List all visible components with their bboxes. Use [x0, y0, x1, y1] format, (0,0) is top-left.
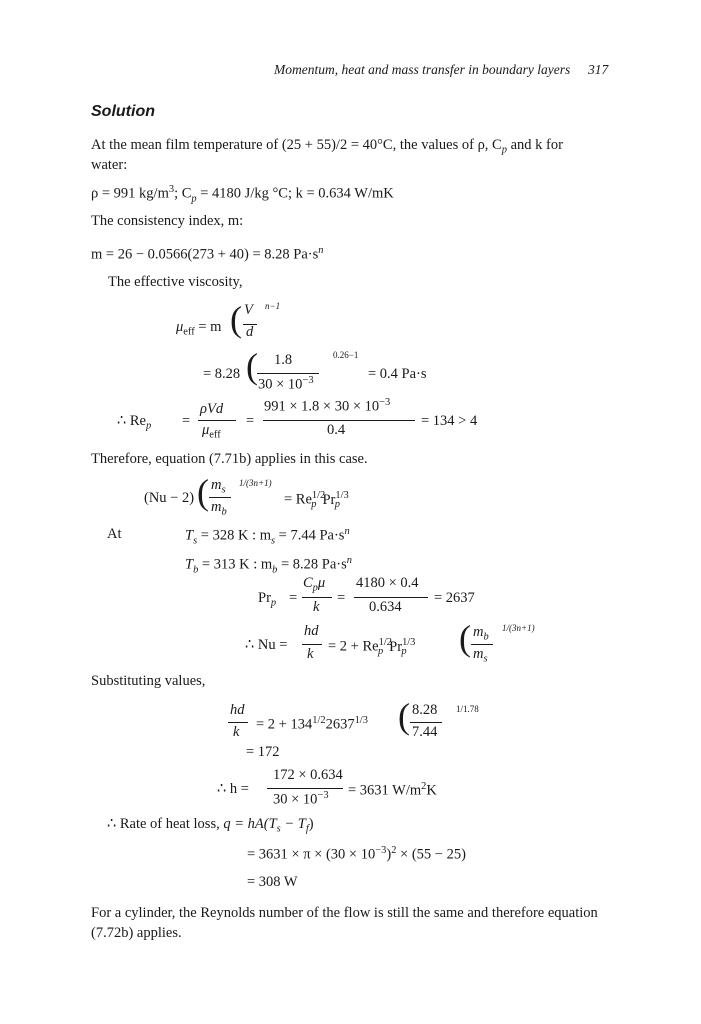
k-value: k = 0.634 W/mK	[295, 185, 394, 202]
correlation-exp: 1/(3n+1)	[239, 478, 272, 488]
consistency-equation	[91, 245, 323, 264]
prandtl-eq: =	[289, 590, 298, 606]
fraction-bar-2	[257, 373, 319, 374]
reynolds-re: ∴ Re	[117, 413, 146, 429]
nu-re-sub: p	[377, 646, 384, 658]
mu-eval-den-text: 30 × 10	[258, 376, 303, 393]
nu-re: = 2 + Re	[328, 638, 379, 655]
reynolds-den2: 0.4	[327, 422, 346, 438]
page-number: 317	[588, 62, 609, 77]
consistency-text: m = 26 − 0.0566(273 + 40) = 8.28 Pa·s	[91, 246, 319, 263]
prandtl-c: C	[303, 575, 313, 591]
rate-eval-text: = 3631 × π × (30 × 10	[247, 846, 376, 863]
ts-exp: n	[344, 526, 350, 537]
fraction-bar-11	[410, 722, 442, 723]
ts-sub: s	[193, 535, 198, 547]
consistency-exp: n	[318, 245, 324, 256]
corr-re-sup: 1/2	[311, 490, 326, 501]
mu-eval-lead: = 8.28	[203, 366, 241, 382]
open-paren-3: (	[197, 472, 209, 512]
corr-re: = Re	[284, 491, 312, 508]
nu-pr: Pr	[389, 638, 403, 655]
fraction-bar-4	[263, 420, 415, 421]
mu-eval-den-exp: −3	[302, 375, 314, 386]
prandtl-eq2: =	[337, 590, 346, 606]
fraction-bar-10	[228, 722, 248, 723]
correlation-rhs	[284, 490, 349, 511]
fraction-bar-7	[354, 597, 428, 598]
at-label: At	[107, 526, 122, 542]
mu-symbol: μ	[176, 319, 184, 335]
tb-val: = 8.28 Pa·s	[277, 556, 347, 573]
prandtl-num2: 4180 × 0.4	[356, 575, 419, 591]
reynolds-sub: p	[145, 420, 152, 432]
rate-result: = 308 W	[247, 874, 298, 890]
hd-result: = 172	[246, 744, 280, 760]
mu-eff-den: d	[246, 324, 254, 340]
h-lhs: ∴ h =	[217, 781, 249, 797]
closing-line-2: (7.72b) applies.	[91, 925, 182, 941]
mu-eff-eq: = m	[194, 319, 222, 335]
nu-re-sup: 1/2	[378, 637, 392, 648]
fraction-bar-6	[302, 597, 332, 598]
rate-q-end: )	[308, 816, 314, 832]
tb-sub: b	[193, 564, 199, 576]
hd-num: hd	[230, 702, 245, 718]
corr-pr: Pr	[322, 491, 336, 508]
reynolds-den-sub: eff	[209, 429, 221, 441]
cp-value: = 4180 J/kg °C;	[196, 185, 296, 202]
nu-pden	[473, 646, 488, 665]
rate-q: q = hA(T	[223, 816, 277, 832]
ts-line	[185, 526, 350, 546]
mu-eff-lhs	[176, 319, 221, 338]
intro-line-2: water:	[91, 157, 128, 173]
hd-den: k	[233, 724, 240, 740]
correlation-den	[211, 499, 227, 518]
open-paren-2: (	[246, 346, 258, 386]
rate-lead: ∴ Rate of heat loss,	[107, 816, 224, 832]
h-num: 172 × 0.634	[273, 767, 343, 783]
corr-re-sub: p	[311, 499, 317, 511]
effective-viscosity-label: The effective viscosity,	[108, 274, 243, 290]
nu-rhs	[328, 637, 416, 658]
fraction-bar-3	[198, 420, 236, 421]
nu-num: hd	[304, 623, 319, 639]
nu-pnum	[473, 624, 489, 643]
nu-pr-sub: p	[401, 646, 407, 658]
intro-cp-sub: p	[501, 144, 507, 156]
tb-exp: n	[346, 555, 352, 566]
reynolds-eq: =	[182, 413, 191, 429]
rate-eval-end: × (55 − 25)	[396, 846, 466, 863]
prandtl-c-sub: p	[312, 582, 318, 594]
prandtl-num1	[303, 575, 325, 594]
h-den-exp: −3	[317, 790, 329, 801]
rate-q-mid: − T	[280, 816, 306, 832]
closing-line-1: For a cylinder, the Reynolds number of the flow is still the same and therefore equation	[91, 905, 598, 921]
solution-heading: Solution	[91, 103, 155, 120]
hd-rhs	[256, 715, 368, 734]
mu-eval-den	[258, 375, 314, 394]
mu-eff-sub: eff	[183, 326, 195, 338]
h-result-text: = 3631 W/m	[348, 782, 422, 799]
therefore-line: Therefore, equation (7.71b) applies in this case.	[91, 451, 368, 467]
prandtl-den2: 0.634	[369, 599, 402, 615]
hd-exp: 1/1.78	[456, 704, 479, 714]
correlation-num	[211, 477, 226, 496]
nu-pnum-m: m	[473, 624, 484, 640]
correlation-lhs: (Nu − 2)	[144, 490, 195, 506]
rate-eval-exp2: 2	[391, 845, 397, 856]
h-result-end: K	[426, 782, 437, 799]
reynolds-den1	[202, 422, 221, 441]
nu-den: k	[307, 646, 314, 662]
prandtl-result: = 2637	[434, 590, 475, 606]
rho-exp: 3	[168, 184, 175, 195]
fraction-bar-9	[471, 644, 493, 645]
mu-eff-num: V	[244, 302, 253, 318]
corr-pr-sup: 1/3	[335, 490, 349, 501]
cp-sub: p	[191, 193, 197, 205]
reynolds-num2	[264, 397, 390, 416]
mu-eval-num: 1.8	[274, 352, 293, 368]
corr-den-m: m	[211, 499, 222, 515]
h-result-exp: 2	[421, 781, 427, 792]
h-den	[273, 790, 329, 809]
reynolds-den-mu: μ	[202, 422, 210, 438]
hd-rhs-mid: 2637	[325, 716, 355, 733]
mu-eff-exp: n−1	[265, 301, 281, 311]
rate-q-sub2: f	[305, 823, 309, 835]
nu-pr-sup: 1/3	[402, 637, 416, 648]
nu-exp: 1/(3n+1)	[502, 623, 535, 633]
consistency-label: The consistency index, m:	[91, 213, 244, 229]
ts-t: T	[185, 527, 194, 544]
prandtl-mu: μ	[317, 575, 326, 591]
open-paren: (	[230, 299, 242, 339]
mu-eval-result: = 0.4 Pa·s	[368, 366, 427, 382]
prandtl-sub: p	[270, 597, 277, 609]
nu-pnum-sub: b	[483, 631, 489, 643]
tb-m-sub: b	[272, 564, 278, 576]
properties-equation	[91, 184, 394, 204]
reynolds-num2-exp: −3	[379, 397, 391, 408]
rate-q-sub: s	[276, 823, 281, 835]
tb-line	[185, 555, 352, 575]
hd-pden: 7.44	[412, 724, 438, 740]
mu-eval-exp: 0.26−1	[333, 350, 359, 360]
running-title: Momentum, heat and mass transfer in boundary layers	[274, 62, 571, 77]
tb-rest: = 313 K : m	[198, 556, 273, 573]
fraction-bar-5	[209, 497, 231, 498]
intro-text-end: and k for	[506, 137, 563, 153]
corr-den-sub: b	[221, 506, 227, 518]
prandtl-den1: k	[313, 599, 320, 615]
nu-pden-m: m	[473, 646, 484, 662]
rate-line	[107, 816, 314, 835]
reynolds-lhs	[117, 413, 151, 432]
ts-m-sub: s	[270, 535, 276, 547]
rho-value: ρ = 991 kg/m	[91, 185, 169, 202]
reynolds-result: = 134 > 4	[421, 413, 478, 429]
intro-line-1	[91, 135, 563, 161]
corr-pr-sub: p	[334, 499, 340, 511]
intro-text: At the mean film temperature of (25 + 55)/2 = 40°C, the values of ρ, C	[91, 137, 502, 153]
corr-num-m: m	[211, 477, 222, 493]
nu-pden-sub: s	[483, 653, 488, 665]
reynolds-eq2: =	[246, 413, 255, 429]
ts-rest: = 328 K : m	[197, 527, 271, 544]
nu-lhs: ∴ Nu =	[245, 637, 288, 653]
cp-lead: ; C	[174, 185, 192, 202]
ts-val: = 7.44 Pa·s	[275, 527, 345, 544]
open-paren-4: (	[459, 618, 471, 658]
hd-rhs-sup2: 1/3	[354, 715, 368, 726]
prandtl-lhs	[258, 590, 276, 609]
fraction-bar-12	[267, 788, 343, 789]
h-den-text: 30 × 10	[273, 791, 318, 808]
prandtl-pr: Pr	[258, 590, 271, 606]
substituting-label: Substituting values,	[91, 673, 206, 689]
tb-t: T	[185, 556, 194, 573]
rate-eval-close: )	[386, 846, 392, 863]
h-result	[348, 781, 437, 800]
fraction-bar-8	[302, 644, 322, 645]
hd-rhs-sup: 1/2	[312, 715, 326, 726]
rate-eval-exp: −3	[375, 845, 387, 856]
reynolds-num2-text: 991 × 1.8 × 30 × 10	[264, 398, 380, 415]
rate-eval	[247, 845, 466, 864]
reynolds-num1: ρVd	[200, 401, 224, 417]
hd-rhs-text: = 2 + 134	[256, 716, 313, 733]
hd-pnum: 8.28	[412, 702, 438, 718]
open-paren-5: (	[398, 696, 410, 736]
corr-num-sub: s	[221, 484, 226, 496]
